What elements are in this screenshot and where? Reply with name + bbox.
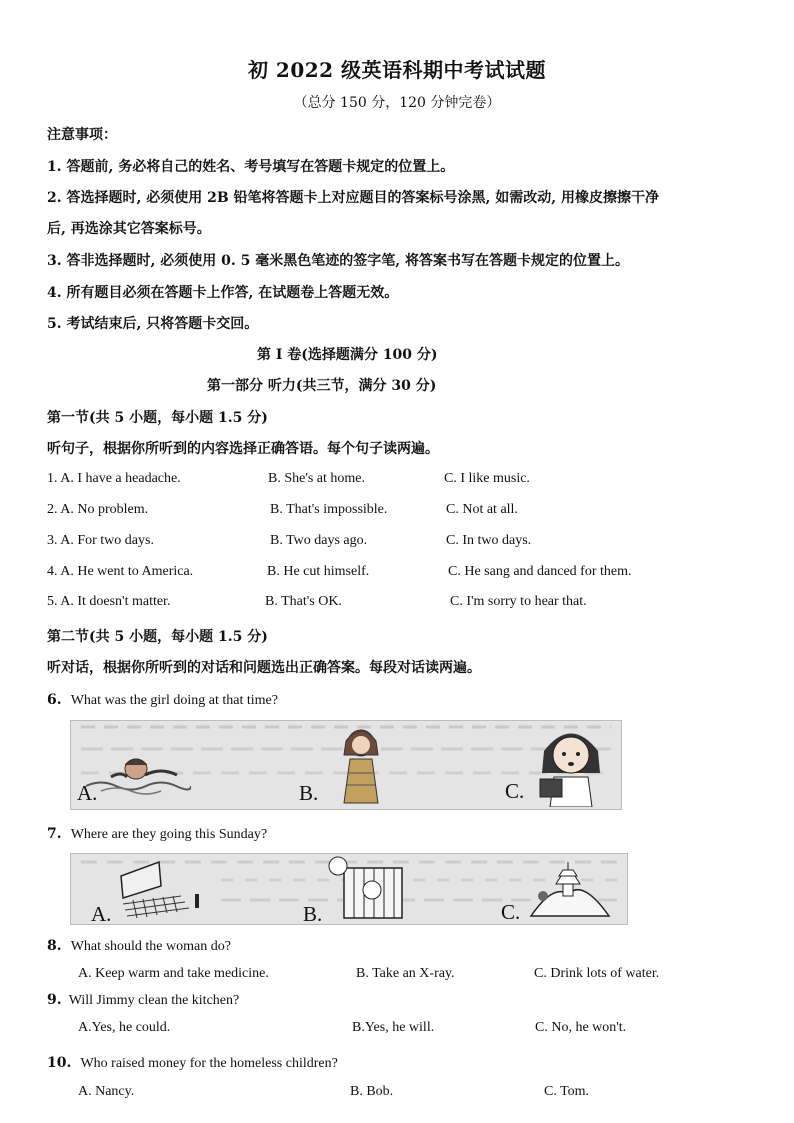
q8-option-b: B. Take an X-ray.	[356, 966, 455, 981]
q3-option-a: 3. A. For two days.	[47, 533, 154, 548]
pagoda-hill-picture	[523, 854, 613, 924]
notice-item-1: 1. 答题前, 务必将自己的姓名、考号填写在答题卡规定的位置上。	[47, 159, 455, 175]
notice-item-2-cont: 后, 再选涂其它答案标号。	[47, 221, 211, 237]
q9-option-a: A.Yes, he could.	[78, 1020, 171, 1035]
q9-option-c: C. No, he won't.	[535, 1020, 627, 1035]
exam-title: 初 2022 级英语科期中考试试题	[247, 58, 547, 82]
section1-instruction: 听句子，根据你所听到的内容选择正确答语。每个句子读两遍。	[47, 441, 439, 457]
q9-question: 9. Will Jimmy clean the kitchen?	[47, 992, 240, 1008]
notice-item-3: 3. 答非选择题时, 必须使用 0. 5 毫米黑色笔迹的签字笔, 将答案书写在答题卡规定的位置上。	[47, 253, 629, 269]
q6-picture-label-c: C.	[505, 779, 525, 803]
q6-question: 6. What was the girl doing at that time?	[47, 692, 278, 708]
q1-option-a: 1. A. I have a headache.	[47, 471, 181, 486]
q5-option-b: B. That's OK.	[265, 594, 342, 609]
q6-picture-label-a: A.	[77, 781, 98, 805]
q5-option-a: 5. A. It doesn't matter.	[47, 594, 171, 609]
q2-option-a: 2. A. No problem.	[47, 502, 149, 517]
standing-girl-picture	[326, 723, 396, 809]
q6-picture-strip	[70, 720, 622, 810]
notice-heading: 注意事项：	[47, 127, 117, 143]
q2-option-c: C. Not at all.	[446, 502, 518, 517]
section2-heading: 第二节(共 5 小题，每小题 1.5 分)	[47, 629, 268, 645]
listening-section-heading: 第一部分 听力(共三节，满分 30 分)	[207, 378, 437, 394]
exam-subtitle: （总分 150 分，120 分钟完卷）	[293, 95, 501, 111]
q3-option-b: B. Two days ago.	[270, 533, 368, 548]
part1-heading: 第 I 卷(选择题满分 100 分)	[257, 347, 438, 363]
zoo-gate-picture	[324, 854, 414, 924]
q8-question: 8. What should the woman do?	[47, 938, 231, 954]
q8-option-a: A. Keep warm and take medicine.	[78, 966, 269, 981]
q8-option-c: C. Drink lots of water.	[534, 966, 660, 981]
q7-picture-label-a: A.	[91, 902, 112, 925]
q7-picture-label-c: C.	[501, 900, 521, 924]
section2-instruction: 听对话，根据你所听到的对话和问题选出正确答案。每段对话读两遍。	[47, 660, 481, 676]
q10-option-a: A. Nancy.	[78, 1084, 135, 1099]
section1-heading: 第一节(共 5 小题，每小题 1.5 分)	[47, 410, 268, 426]
cinema-picture	[111, 856, 211, 922]
q3-option-c: C. In two days.	[446, 533, 532, 548]
q10-option-b: B. Bob.	[350, 1084, 394, 1099]
q7-picture-strip	[70, 853, 628, 925]
q1-option-b: B. She's at home.	[268, 471, 366, 486]
q10-question: 10. Who raised money for the homeless children?	[47, 1055, 338, 1071]
q1-option-c: C. I like music.	[444, 471, 530, 486]
notice-item-5: 5. 考试结束后, 只将答题卡交回。	[47, 316, 259, 332]
q4-option-a: 4. A. He went to America.	[47, 564, 194, 579]
q7-question: 7. Where are they going this Sunday?	[47, 826, 268, 842]
notice-item-4: 4. 所有题目必须在答题卡上作答, 在试题卷上答题无效。	[47, 285, 399, 301]
q10-option-c: C. Tom.	[544, 1084, 590, 1099]
q2-option-b: B. That's impossible.	[270, 502, 388, 517]
q9-option-b: B.Yes, he will.	[352, 1020, 435, 1035]
q6-picture-label-b: B.	[299, 781, 319, 805]
notice-item-2: 2. 答选择题时, 必须使用 2B 铅笔将答题卡上对应题目的答案标号涂黑, 如需改动, 用橡皮擦擦干净	[47, 190, 660, 206]
q4-option-b: B. He cut himself.	[267, 564, 370, 579]
q4-option-c: C. He sang and danced for them.	[448, 564, 632, 579]
q5-option-c: C. I'm sorry to hear that.	[450, 594, 587, 609]
swimming-boy-picture	[81, 741, 191, 801]
q7-picture-label-b: B.	[303, 902, 323, 925]
reading-girl-picture	[526, 721, 616, 807]
